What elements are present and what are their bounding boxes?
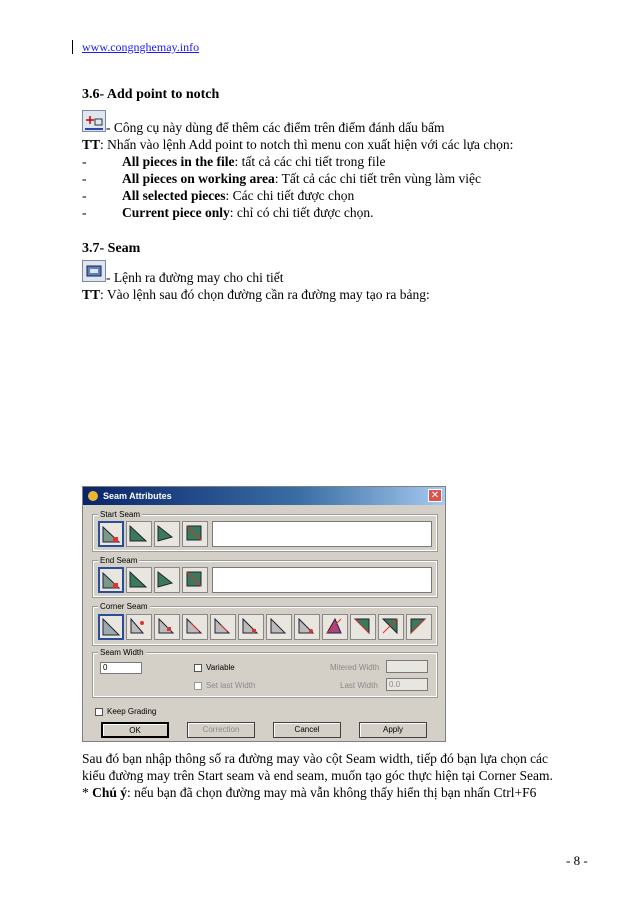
corner-seam-option-8[interactable] [294, 614, 320, 640]
variable-checkbox[interactable] [194, 664, 202, 672]
mitered-width-input[interactable] [386, 660, 428, 673]
seam-attributes-dialog [82, 486, 446, 742]
set-last-width-checkbox[interactable] [194, 682, 202, 690]
end-seam-group [93, 556, 437, 597]
corner-seam-option-2[interactable] [126, 614, 152, 640]
corner-seam-option-7[interactable] [266, 614, 292, 640]
last-width-input[interactable]: 0.0 [386, 678, 428, 691]
apply-button[interactable]: Apply [359, 722, 427, 738]
seam-width-label: Seam Width [100, 648, 144, 657]
corner-seam-option-12[interactable] [406, 614, 432, 640]
seam-width-input[interactable]: 0 [100, 662, 142, 674]
end-seam-label: End Seam [100, 556, 138, 565]
cancel-button[interactable]: Cancel [273, 722, 341, 738]
start-seam-label: Start Seam [100, 510, 141, 519]
start-seam-option-2[interactable] [126, 521, 152, 547]
section2-desc: - Lệnh ra đường may cho chi tiết [106, 270, 284, 285]
after-line-1: Sau đó bạn nhập thông số ra đường may vào cột Seam width, tiếp đó bạn lựa chọn các [82, 751, 549, 766]
corner-seam-option-5[interactable] [210, 614, 236, 640]
section1-tt [82, 136, 513, 153]
page-number: - 8 - [566, 853, 588, 868]
section-title-add-point: 3.6- Add point to notch [82, 87, 220, 102]
end-seam-option-3[interactable] [154, 567, 180, 593]
corner-seam-option-9[interactable] [322, 614, 348, 640]
correction-button[interactable]: Correction [187, 722, 255, 738]
start-seam-preview [212, 521, 432, 547]
close-icon[interactable]: ✕ [428, 489, 442, 502]
header-rule [72, 40, 73, 54]
dialog-titlebar [83, 487, 445, 505]
app-icon [87, 490, 99, 502]
mitered-width-label: Mitered Width [330, 663, 380, 672]
after-line-2: kiểu đường may trên Start seam và end seam, muốn tạo góc thực hiện tại Corner Seam. [82, 768, 553, 783]
end-seam-option-4[interactable] [182, 567, 208, 593]
add-point-to-notch-icon [82, 110, 106, 132]
keep-grading-label: Keep Grading [107, 707, 157, 716]
corner-seam-option-1[interactable] [98, 614, 124, 640]
end-seam-preview [212, 567, 432, 593]
end-seam-option-1[interactable] [98, 567, 124, 593]
variable-label: Variable [206, 663, 235, 672]
corner-seam-option-3[interactable] [154, 614, 180, 640]
start-seam-option-4[interactable] [182, 521, 208, 547]
last-width-label: Last Width [340, 681, 378, 690]
seam-tool-icon [82, 260, 106, 282]
corner-seam-group [93, 602, 437, 645]
end-seam-option-2[interactable] [126, 567, 152, 593]
corner-seam-option-4[interactable] [182, 614, 208, 640]
tt-label: TT [82, 137, 101, 152]
header-link[interactable]: www.congnghemay.info [82, 40, 200, 54]
note-line: * Chú ý: nếu bạn đã chọn đường may mà vẫn không thấy hiển thị bạn nhấn Ctrl+F6 [82, 785, 537, 800]
seam-width-group [93, 648, 437, 697]
ok-button[interactable]: OK [101, 722, 169, 738]
corner-seam-option-6[interactable] [238, 614, 264, 640]
start-seam-group [93, 510, 437, 551]
keep-grading-checkbox[interactable] [95, 708, 103, 716]
corner-seam-option-11[interactable] [378, 614, 404, 640]
section2-tt: TT: Vào lệnh sau đó chọn đường cần ra đường may tạo ra bảng: [82, 287, 430, 302]
set-last-width-label: Set last Width [206, 681, 256, 690]
dialog-title: Seam Attributes [103, 491, 172, 501]
corner-seam-label: Corner Seam [100, 602, 148, 611]
start-seam-option-1[interactable] [98, 521, 124, 547]
tt-text: : Nhấn vào lệnh Add point to notch thì menu con xuất hiện với các lựa chọn: [100, 137, 514, 152]
corner-seam-option-10[interactable] [350, 614, 376, 640]
section1-desc: - Công cụ này dùng để thêm các điểm trên điểm đánh dấu bấm [106, 120, 445, 135]
section-title-seam: 3.7- Seam [82, 241, 141, 256]
start-seam-option-3[interactable] [154, 521, 180, 547]
